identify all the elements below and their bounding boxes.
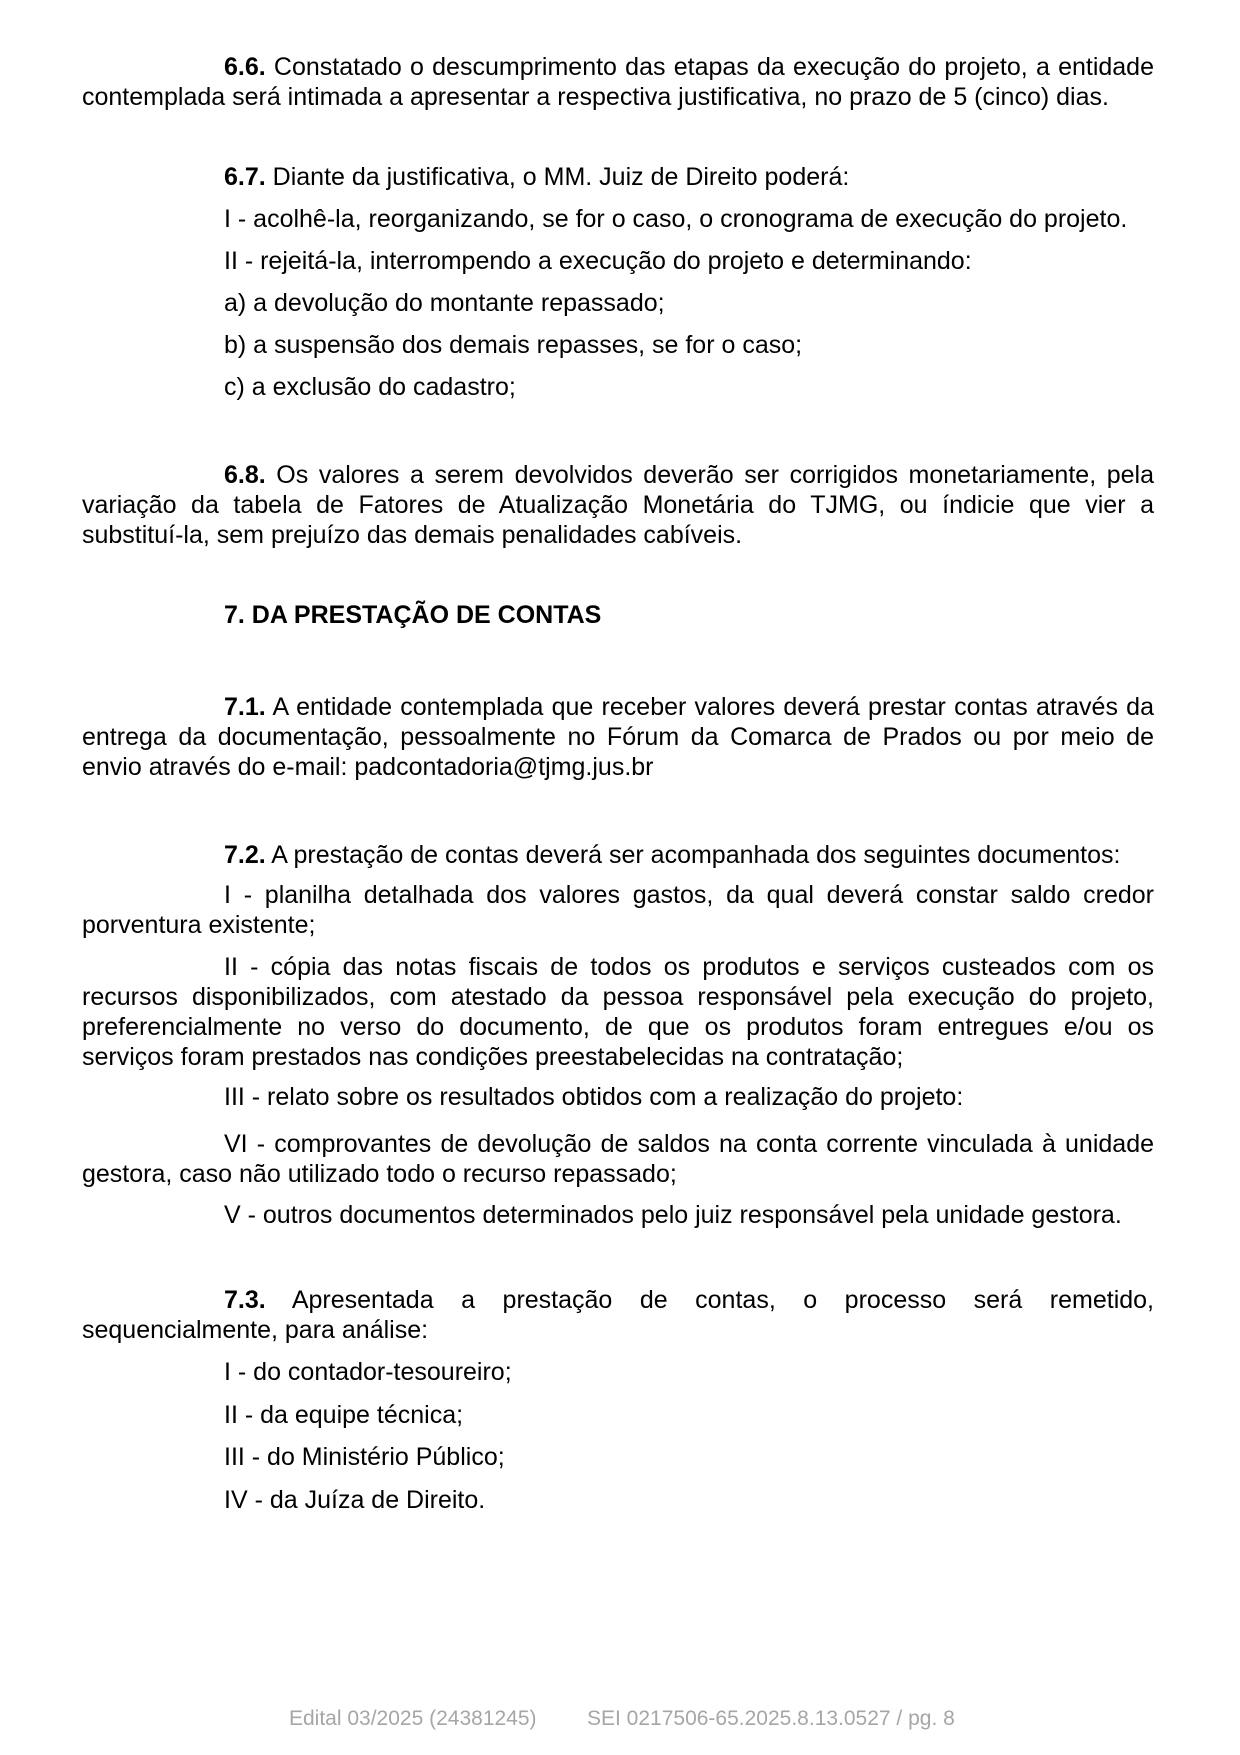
clause-text: Apresentada a prestação de contas, o processo será remetido, sequencialmente, para análise: [82, 1286, 1154, 1344]
clause-text: a) a devolução do montante repassado; [224, 289, 665, 317]
list-item-7-3-III [82, 1442, 1154, 1472]
clause-number: 7.3. [224, 1286, 266, 1314]
clause-text: V - outros documentos determinados pelo juiz responsável pela unidade gestora. [224, 1201, 1122, 1229]
clause-text: IV - da Juíza de Direito. [224, 1486, 486, 1514]
paragraph-7-3 [82, 1285, 1154, 1345]
list-item-7-3-II [82, 1400, 1154, 1430]
heading-text: 7. DA PRESTAÇÃO DE CONTAS [224, 601, 602, 629]
section-heading-7 [82, 600, 1154, 630]
clause-text: A entidade contemplada que receber valores deverá prestar contas através da entrega da documentação, pessoalmente no Fórum da Comarca de Prados ou por meio de envio através do e-mail: padcontadoria@tjmg.jus.br [82, 693, 1154, 781]
clause-number: 7.2. [224, 841, 266, 869]
clause-number: 6.6. [224, 53, 266, 81]
list-item-6-7-b [82, 330, 1154, 360]
list-item-7-2-III [82, 1082, 1154, 1112]
clause-text: II - da equipe técnica; [224, 1401, 464, 1429]
list-item-7-3-IV [82, 1485, 1154, 1515]
clause-text: III - relato sobre os resultados obtidos com a realização do projeto: [224, 1083, 964, 1111]
clause-text: II - rejeitá-la, interrompendo a execução do projeto e determinando: [224, 247, 972, 275]
list-item-7-2-II [82, 952, 1154, 1072]
list-item-7-2-V [82, 1200, 1154, 1230]
clause-text: III - do Ministério Público; [224, 1443, 505, 1471]
list-item-7-3-I [82, 1357, 1154, 1387]
clause-number: 6.8. [224, 461, 266, 489]
paragraph-6-6 [82, 52, 1154, 112]
list-item-6-7-I [82, 204, 1154, 234]
list-item-6-7-a [82, 288, 1154, 318]
paragraph-7-2 [82, 840, 1154, 870]
paragraph-6-7 [82, 162, 1154, 192]
clause-number: 6.7. [224, 163, 266, 191]
clause-text: I - do contador-tesoureiro; [224, 1358, 512, 1386]
clause-text: VI - comprovantes de devolução de saldos na conta corrente vinculada à unidade gestora, caso não utilizado todo o recurso repassado; [82, 1130, 1154, 1188]
list-item-6-7-II [82, 246, 1154, 276]
clause-text: II - cópia das notas fiscais de todos os produtos e serviços custeados com os recursos disponibilizados, com atestado da pessoa responsável pela execução do projeto, preferencialmente no verso do documento, de que os produtos foram entregues e/ou os serviços foram prestados nas condições preestabelecidas na contratação; [82, 953, 1154, 1071]
clause-text: Constatado o descumprimento das etapas da execução do projeto, a entidade contemplada será intimada a apresentar a respectiva justificativa, no prazo de 5 (cinco) dias. [82, 53, 1154, 111]
paragraph-7-1 [82, 692, 1154, 782]
list-item-7-2-I [82, 880, 1154, 940]
clause-text: b) a suspensão dos demais repasses, se for o caso; [224, 331, 803, 359]
clause-text: Diante da justificativa, o MM. Juiz de Direito poderá: [265, 163, 850, 191]
list-item-7-2-VI [82, 1129, 1154, 1189]
clause-text: I - acolhê-la, reorganizando, se for o caso, o cronograma de execução do projeto. [224, 205, 1128, 233]
clause-number: 7.1. [224, 693, 266, 721]
list-item-6-7-c [82, 372, 1154, 402]
footer-edital-label: Edital 03/2025 (24381245) [289, 1707, 537, 1730]
paragraph-6-8 [82, 460, 1154, 550]
clause-text: Os valores a serem devolvidos deverão ser corrigidos monetariamente, pela variação da tabela de Fatores de Atualização Monetária do TJMG, ou índicie que vier a substituí-la, sem prejuízo das demais penalidades cabíveis. [82, 461, 1154, 549]
clause-text: I - planilha detalhada dos valores gastos, da qual deverá constar saldo credor porventura existente; [82, 881, 1154, 939]
clause-text: c) a exclusão do cadastro; [224, 373, 516, 401]
footer-sei-label: SEI 0217506-65.2025.8.13.0527 / pg. 8 [587, 1707, 955, 1730]
clause-text: A prestação de contas deverá ser acompanhada dos seguintes documentos: [265, 841, 1121, 869]
